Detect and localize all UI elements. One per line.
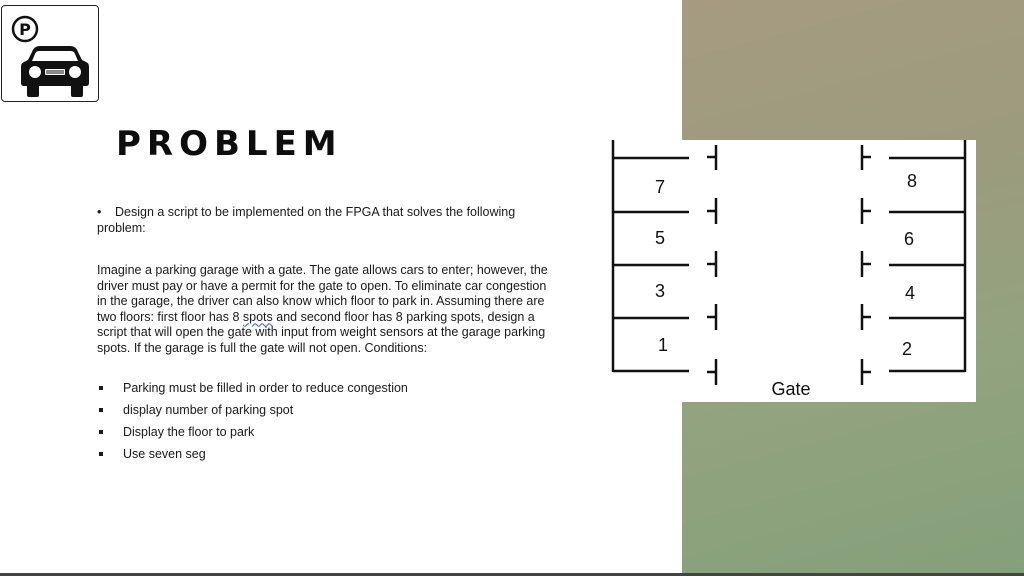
parking-car-icon: [2, 6, 98, 101]
spot-number: 5: [654, 228, 666, 248]
square-bullet-icon: [99, 452, 103, 456]
condition-item: [97, 399, 408, 421]
task-bullet: [97, 205, 547, 236]
square-bullet-icon: [99, 386, 103, 390]
spot-number: 4: [904, 283, 916, 303]
page-title: PROBLEM: [116, 124, 343, 164]
problem-text-end: and second floor has 8 parking spots, design a script that will open the gate with input from weight sensors at the garage parking spots. If the garage is full the gate will not open. Conditions:: [97, 309, 546, 355]
square-bullet-icon: [99, 430, 103, 434]
parking-badge-letter: P: [19, 20, 31, 39]
spot-number: 6: [903, 229, 915, 249]
spot-number: 8: [906, 171, 918, 191]
conditions-list: [97, 377, 408, 465]
garage-layout-drawing: [611, 140, 976, 402]
parking-garage-diagram: [611, 140, 976, 402]
task-bullet-text: Design a script to be implemented on the FPGA that solves the following problem:: [97, 205, 516, 235]
condition-item: [97, 421, 408, 443]
bullet-marker: •: [97, 205, 102, 219]
problem-text-start: Imagine a parking garage with a gate. The gate allows cars to enter; however, the driver must pay or have a permit for the gate to open. To eliminate car congestion in the garage, the driver can also know which floor to park in. Assuming there are two floors: first floor has 8: [97, 263, 548, 324]
spot-number: 3: [654, 281, 666, 301]
gate-label: Gate: [771, 379, 811, 399]
condition-text: Parking must be filled in order to reduce congestion: [123, 381, 408, 395]
spot-number: 7: [654, 177, 666, 197]
spot-number: 1: [657, 335, 669, 355]
condition-text: Use seven seg: [123, 447, 206, 461]
condition-item: [97, 377, 408, 399]
condition-text: Display the floor to park: [123, 425, 255, 439]
parking-logo: [1, 5, 99, 102]
spellcheck-flagged-word[interactable]: spots: [242, 309, 273, 324]
condition-text: display number of parking spot: [123, 403, 294, 417]
spot-number: 2: [901, 339, 913, 359]
problem-description: [97, 263, 549, 356]
square-bullet-icon: [99, 408, 103, 412]
condition-item: [97, 443, 408, 465]
